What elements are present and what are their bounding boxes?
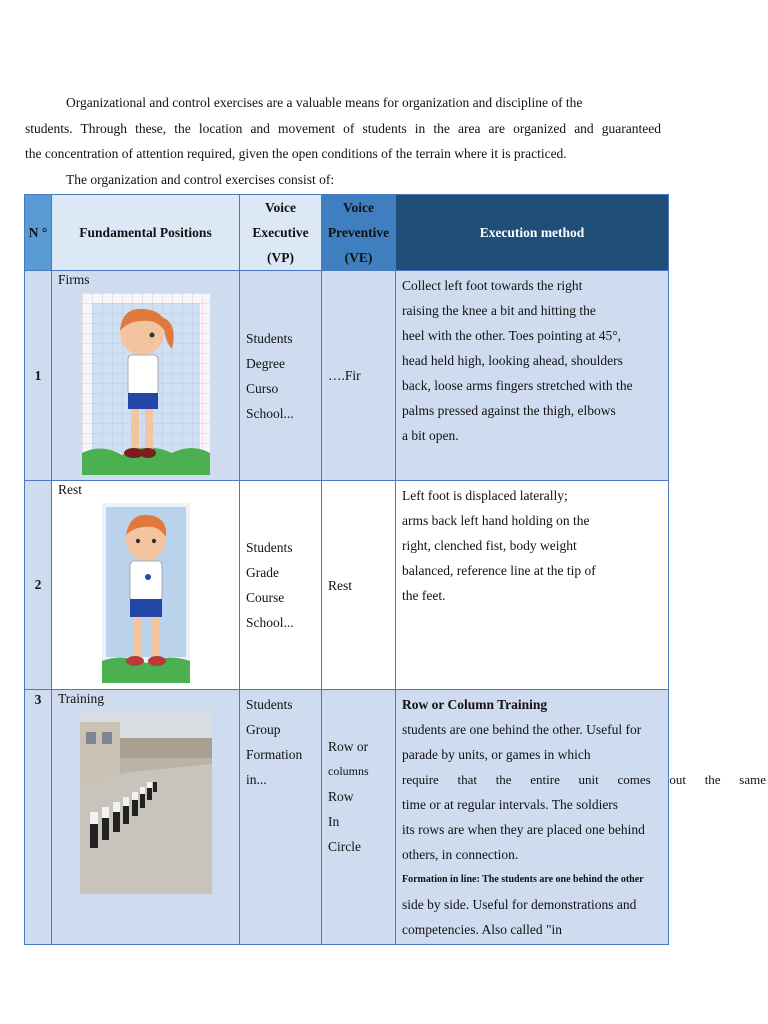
exercises-table (24, 194, 766, 945)
method-line: head held high, looking ahead, shoulders (402, 353, 623, 368)
voice-executive-line: Students (246, 697, 293, 712)
execution-method-cell (396, 481, 669, 690)
method-line: back, loose arms fingers stretched with the (402, 378, 633, 393)
voice-preventive-line: In (328, 814, 340, 829)
position-label: Firms (58, 272, 90, 287)
row-number: 3 (25, 690, 52, 945)
method-line: arms back left hand holding on the (402, 513, 590, 528)
header-fundamental-positions: Fundamental Positions (52, 195, 240, 271)
voice-preventive-text: ….Fir (328, 368, 361, 383)
method-line: others, in connection. (402, 847, 519, 862)
table-row (25, 690, 669, 945)
voice-executive-line: Students (246, 330, 293, 346)
method-title: Row or Column Training (402, 697, 548, 712)
header-voice-preventive: Voice Preventive (VE) (322, 195, 396, 271)
method-line: balanced, reference line at the tip of (402, 563, 596, 578)
voice-preventive-text: Rest (328, 577, 353, 593)
word: require (402, 772, 439, 787)
word: entire (530, 772, 560, 787)
method-line: palms pressed against the thigh, elbows (402, 403, 616, 418)
voice-executive-cell (240, 481, 322, 690)
training-photo-image (80, 712, 212, 894)
voice-executive-cell (240, 271, 322, 481)
intro-text (25, 90, 661, 192)
voice-preventive-line: Row or (328, 739, 369, 754)
voice-executive-line: Course (246, 590, 285, 605)
method-line: parade by units, or games in which (402, 747, 591, 762)
position-cell (52, 481, 240, 690)
method-line: right, clenched fist, body weight (402, 538, 577, 553)
voice-executive-line: School... (246, 615, 294, 630)
intro-line-2: students. Through these, the location and movement of students in the area are organized and guaranteed (25, 120, 661, 136)
word: comes (617, 772, 651, 787)
voice-preventive-cell (322, 481, 396, 690)
header-row (25, 195, 669, 271)
method-line: heel with the other. Toes pointing at 45°, (402, 328, 622, 343)
table-row (25, 271, 669, 481)
method-line: its rows are when they are placed one behind (402, 822, 645, 837)
method-line: a bit open. (402, 428, 459, 443)
method-line: Left foot is displaced laterally; (402, 488, 568, 503)
method-line: raising the knee a bit and hitting the (402, 303, 596, 318)
position-label: Rest (58, 482, 83, 497)
word: the (495, 772, 512, 787)
voice-executive-line: Curso (246, 380, 279, 396)
voice-executive-line: School... (246, 405, 294, 421)
voice-executive-cell (240, 690, 322, 945)
voice-executive-line: Degree (246, 355, 285, 371)
row-number: 2 (25, 481, 52, 690)
voice-preventive-line: Row (328, 789, 354, 804)
voice-executive-line: Students (246, 540, 293, 555)
header-execution-method: Execution method (396, 195, 669, 271)
method-line: students are one behind the other. Useful for (402, 722, 642, 737)
method-subheading: Formation in line: The students are one behind the other (402, 874, 644, 885)
voice-executive-line: Grade (246, 565, 279, 580)
method-wide-words (402, 767, 766, 792)
firms-drawing-image (82, 293, 210, 475)
rest-drawing-image (102, 503, 190, 683)
method-line: competencies. Also called "in (402, 922, 562, 937)
header-voice-executive: Voice Executive (VP) (240, 195, 322, 271)
execution-method-cell (396, 690, 766, 945)
voice-preventive-line: columns (328, 764, 369, 778)
method-line: Collect left foot towards the right (402, 278, 583, 293)
voice-executive-line: Group (246, 722, 281, 737)
row-number: 1 (25, 271, 52, 481)
method-line: time or at regular intervals. The soldiers (402, 797, 619, 812)
word: the (704, 772, 721, 787)
word: that (457, 772, 477, 787)
position-label: Training (58, 691, 105, 706)
voice-preventive-cell (322, 690, 396, 945)
position-cell (52, 271, 240, 481)
voice-preventive-cell (322, 271, 396, 481)
position-cell (52, 690, 240, 945)
intro-line-4: The organization and control exercises consist of: (66, 171, 335, 187)
header-no: N ° (25, 195, 52, 271)
table-row (25, 481, 669, 690)
word: same (739, 772, 766, 787)
voice-executive-line: Formation (246, 747, 303, 762)
intro-line-3: the concentration of attention required, given the open conditions of the terrain where it is practiced. (25, 146, 567, 161)
voice-preventive-line: Circle (328, 839, 361, 854)
method-wide-line (402, 767, 766, 792)
method-line: the feet. (402, 588, 446, 603)
method-line: side by side. Useful for demonstrations and (402, 897, 637, 912)
word: out (669, 772, 686, 787)
execution-method-cell (396, 271, 669, 481)
intro-line-1: Organizational and control exercises are a valuable means for organization and discipline of the (66, 95, 583, 110)
word: unit (578, 772, 599, 787)
voice-executive-line: in... (246, 772, 267, 787)
